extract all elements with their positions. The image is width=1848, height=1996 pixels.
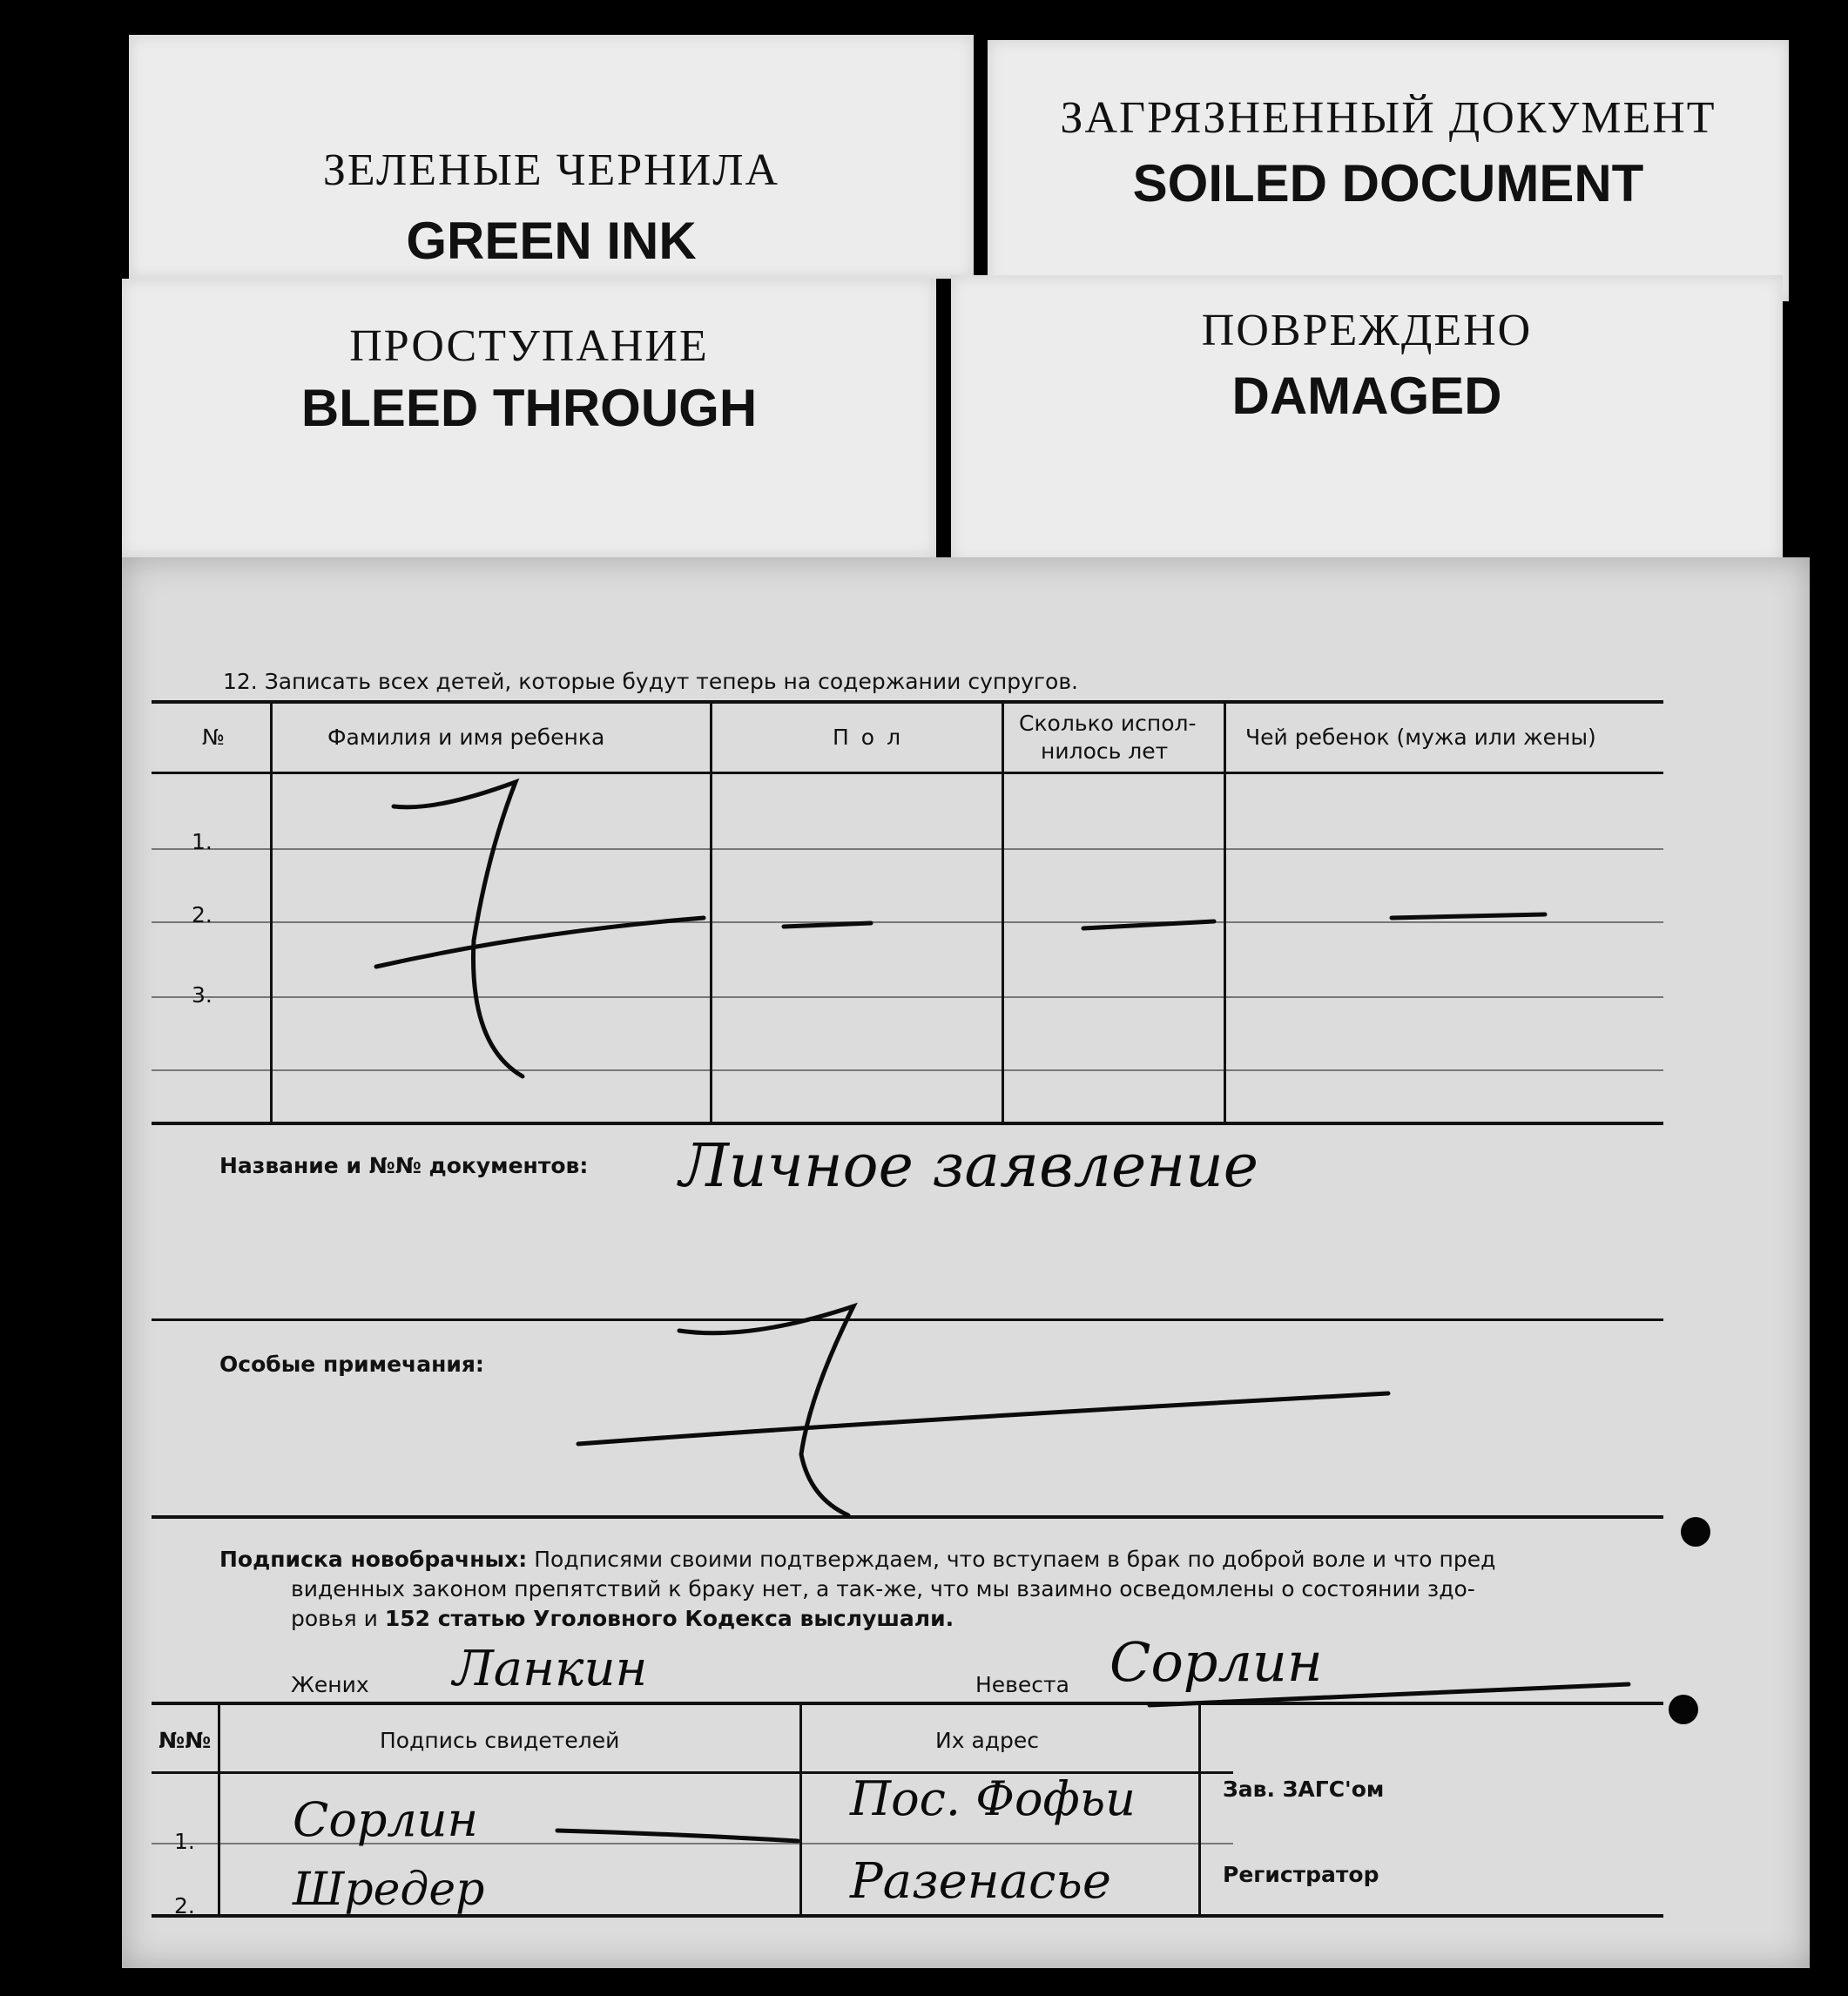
notes-z-mark [679,1306,853,1515]
whose-dash [1392,914,1545,918]
witness-2-address: Разенасье [850,1853,1112,1910]
section-title: 12. Записать всех детей, которые будут теперь на содержании супругов. [223,669,1078,694]
bride-signature-flourish [1150,1684,1629,1705]
documents-handwritten-value: Личное заявление [679,1132,1259,1201]
header-age-line1: Сколько испол- [1019,711,1197,736]
label-damaged-en: DAMAGED [1231,367,1502,425]
witness-row-number: 1. [174,1829,195,1854]
age-dash [1083,921,1214,928]
header-child-name: Фамилия и имя ребенка [327,725,605,750]
registrar-label: Регистратор [1223,1862,1379,1887]
label-card-damaged [951,275,1783,563]
groom-label: Жених [291,1672,369,1697]
witness-header-number: №№ [158,1728,212,1753]
witness-header-address: Их адрес [935,1728,1040,1753]
children-z-crossbar [376,918,704,967]
pledge-line-2: виденных законом препятствий к браку нет, а так-же, что мы взаимно осведомлены о состоянии здо- [291,1576,1475,1602]
label-green-ink-ru: ЗЕЛЕНЫЕ ЧЕРНИЛА [322,145,780,195]
punch-hole [1681,1517,1710,1547]
pledge-heading: Подписка новобрачных: [219,1547,528,1572]
witness-1-signature: Сорлин [293,1792,479,1847]
pledge-text-3b: 152 статью Уголовного Кодекса выслушали. [384,1606,954,1631]
bride-signature: Сорлин [1109,1630,1323,1694]
witness-1-address: Пос. Фофьи [850,1771,1136,1826]
zags-head-label: Зав. ЗАГС'ом [1223,1777,1385,1802]
pledge-text-1: Подписями своими подтверждаем, что вступаем в брак по доброй воле и что пред [534,1547,1496,1572]
header-age-line2: нилось лет [1041,738,1169,764]
documents-label: Название и №№ документов: [219,1153,589,1178]
notes-z-crossbar [578,1393,1388,1444]
notes-label: Особые примечания: [219,1352,484,1377]
label-damaged-ru: ПОВРЕЖДЕНО [1201,306,1533,355]
row-number: 1. [192,829,212,854]
witness-header-signature: Подпись свидетелей [380,1728,620,1753]
sex-dash [784,923,871,927]
label-card-green-ink [129,35,974,279]
witness-1-flourish [557,1831,798,1841]
form-sheet [122,557,1810,1968]
handwriting-strokes [122,557,1810,1968]
pledge-text-3a: ровья и [291,1606,385,1631]
row-number: 2. [192,902,212,927]
punch-hole [1669,1695,1698,1724]
label-bleed-en: BLEED THROUGH [300,379,758,437]
witness-row-number: 2. [174,1893,195,1918]
bride-label: Невеста [975,1672,1069,1697]
witness-2-signature: Шредер [293,1864,485,1916]
groom-signature: Ланкин [453,1641,648,1697]
label-soiled-ru: ЗАГРЯЗНЕННЫЙ ДОКУМЕНТ [1060,93,1716,143]
header-sex: Пол [833,725,914,750]
header-whose-child: Чей ребенок (мужа или жены) [1245,725,1596,750]
label-card-bleed-through [122,279,936,557]
label-bleed-ru: ПРОСТУПАНИЕ [349,321,709,371]
label-card-soiled [988,40,1789,301]
label-green-ink-en: GREEN INK [406,212,697,270]
children-z-mark [394,782,523,1076]
label-soiled-en: SOILED DOCUMENT [1132,154,1644,212]
header-number: № [202,725,226,750]
row-number: 3. [192,982,212,1008]
